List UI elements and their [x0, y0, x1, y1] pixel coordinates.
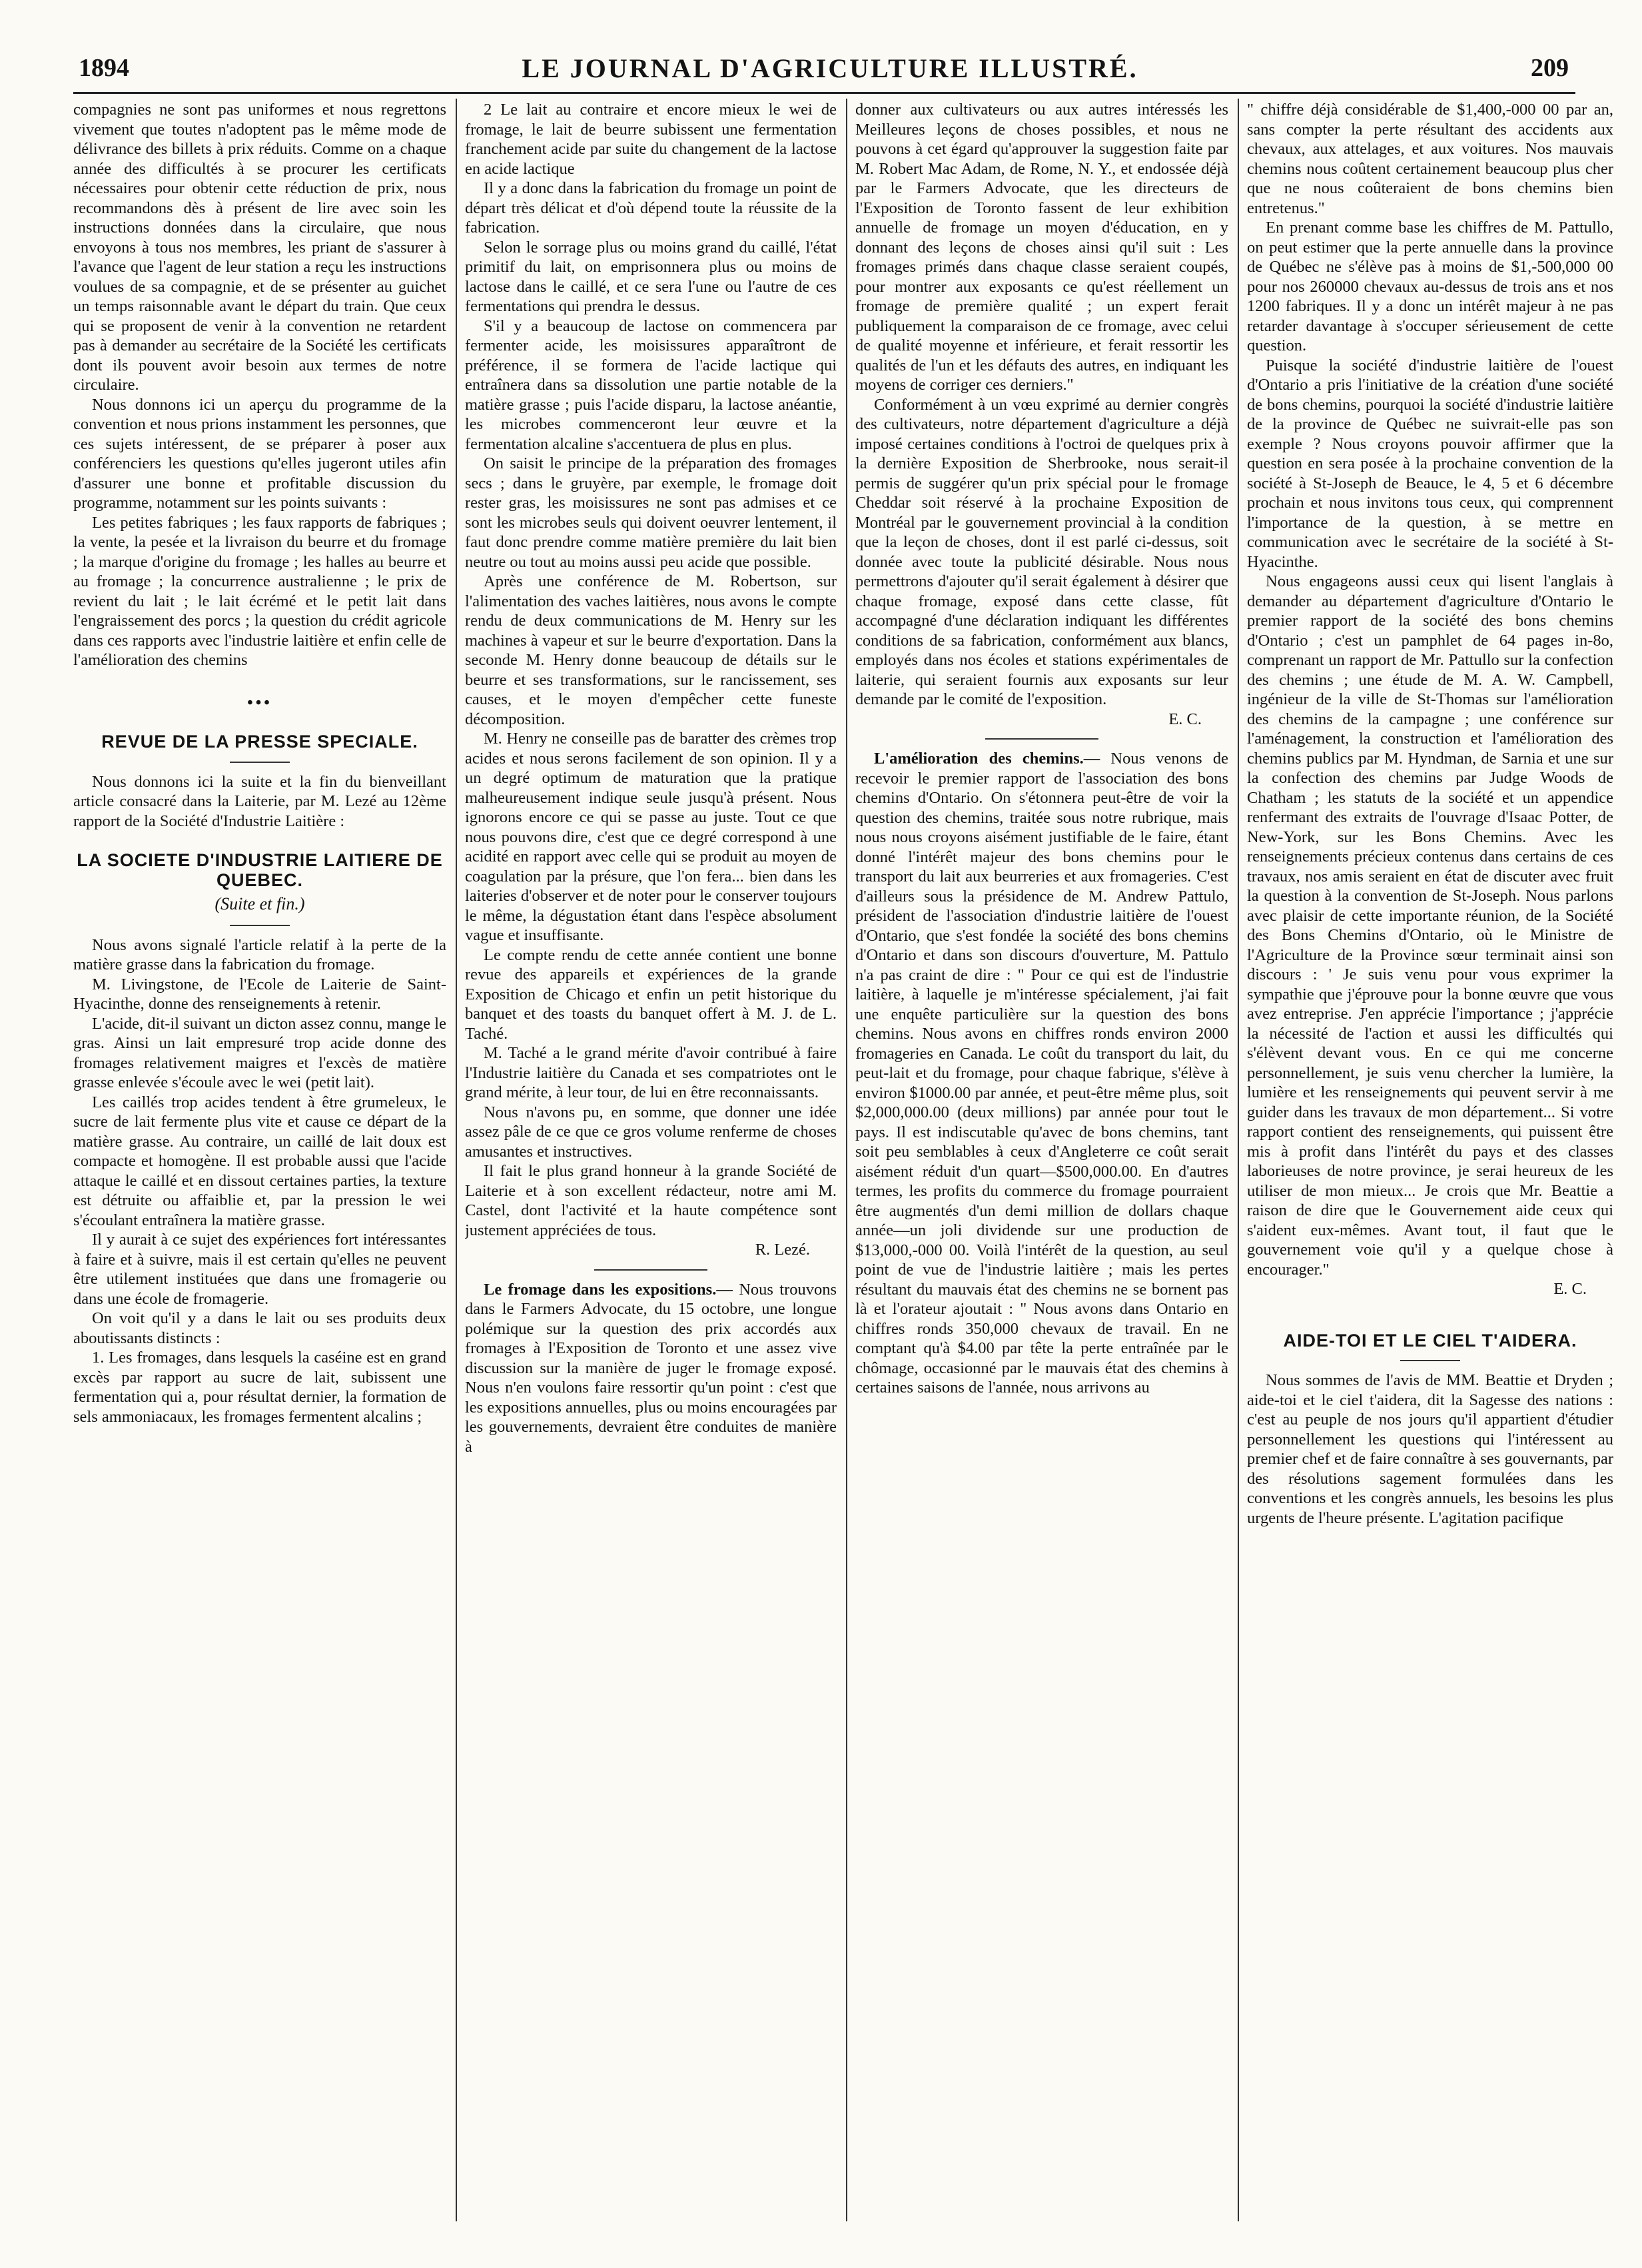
paragraph: 1. Les fromages, dans lesquels la caséine est en grand excès par rapport au sucre de lait, subissent une fermentation qui a, pour résultat dernier, la formation de sels ammoniacaux, les fromages fermentent alcalins ;: [73, 1349, 446, 1426]
header-year: 1894: [79, 54, 129, 82]
signature: R. Lezé.: [755, 1241, 810, 1259]
paragraph: [855, 749, 1228, 1398]
paragraph: Les caillés trop acides tendent à être grumeleux, le sucre de lait fermente plus vite et cause ce départ de la matière grasse. Au contraire, un caillé de lait doux est compacte et homogène. Il est probable aussi que l'acide attaque le caillé et en dissout certaines parties, la texture est détruite ou affaiblie et, par la pression le wei s'écoulant entraînera la matière grasse.: [73, 1093, 446, 1229]
paragraph: Nous engageons aussi ceux qui lisent l'anglais à demander au département d'agriculture d'Ontario le premier rapport de la société des bons chemins d'Ontario ; c'est un pamphlet de 64 pages in-8o, comprenant un rapport de Mr. Pattullo sur la confection des chemins ; une étude de M. A. W. Campbell, ingénieur de la ville de St-Thomas sur l'amélioration des chemins de la campagne ; une conférence sur l'aménagement, la construction et l'amélioration des chemins publics par M. Hyndman, de Sarnia et une sur la confection des chemins par Judge Woods de Chatham ; les statuts de la société et un appendice renfermant des extraits de l'ouvrage d'Isaac Potter, de New-York, sur les Bons Chemins. Avec les renseignements précieux contenus dans certains de ces travaux, nos amis seraient en état de discuter avec fruit la question à la convention de St-Joseph. Nous parlons avec plaisir de cette importante réunion, de la Société des Bons Chemins d'Ontario, où le Ministre de l'Agriculture de la Province sœur terminait ainsi son discours : ' Je suis venu pour vous exprimer la sympathie que j'éprouve pour la bonne œuvre que vous avez entreprise. J'en apprécie l'importance ; j'apprécie la nécessité de l'action et aussi les difficultés qui s'élèvent devant vous. En ce qui me concerne personnellement, je suis venu chercher la lumière, la lumière et les renseignements qui peuvent servir à me guider dans les travaux de mon département... Si votre rapport contient des renseignements, qui puissent être mis à profit dans l'intérêt du pays et des classes laborieuses de notre province, je serai heureux de les utiliser de mon mieux... Je crois que Mr. Beattie a raison de dire que le Gouvernement aide ceux qui s'aident eux-mêmes. Avant tout, il faut que le gouvernement voie qu'il y a quelque chose à encourager.": [1247, 572, 1613, 1279]
paragraph: compagnies ne sont pas uniformes et nous regrettons vivement que toutes n'adoptent pas le même mode de délivrance des billets à prix réduits. Comme on a chaque année des difficultés à se procurer les certificats nécessaires pour obtenir cette réduction de prix, nous recommandons dès à présent de lire avec soin les instructions données dans la circulaire, que nous envoyons à tous nos membres, les priant de s'assurer à l'avance que l'agent de leur station a reçu les instructions voulues de sa compagnie, et de se présenter au guichet un temps raisonnable avant le départ du train. Que ceux qui se proposent de venir à la convention ne retardent pas à demander au secrétaire de la Société les certificats dont ils pouvent avoir besoin aux termes de notre circulaire.: [73, 101, 446, 394]
signature: E. C.: [1168, 710, 1202, 728]
article-subheading: (Suite et fin.): [214, 894, 305, 913]
paragraph: donner aux cultivateurs ou aux autres intéressés les Meilleures leçons de choses possibles, et nous ne pouvons à cet égard qu'approuver la suggestion faite par M. Robert Mac Adam, de Rome, N. Y., et endossée déjà par le Farmers Advocate, que les directeurs de l'Exposition de Toronto fassent de leur exhibition annuelle de fromage un moyen d'éducation, en y donnant des leçons de choses ainsi qu'il suit : Les fromages primés dans chaque classe seraient coupés, pour montrer aux exposants ce qu'est réellement un fromage de première qualité ; un expert ferait publiquement la comparaison de ce fromage, avec celui de qualité moyenne et inférieure, et ferait ressortir les qualités de l'un et les défauts des autres, en indiquant les moyens de corriger ces derniers.": [855, 101, 1228, 394]
paragraph: Nous avons signalé l'article relatif à la perte de la matière grasse dans la fabrication du fromage.: [73, 935, 446, 973]
signature: E. C.: [1553, 1280, 1587, 1298]
paragraph: L'acide, dit-il suivant un dicton assez connu, mange le gras. Ainsi un lait empresuré trop acide donne des fromages relativement maigres et l'excès de matière grasse enlevée s'écoule avec le wei (petit lait).: [73, 1014, 446, 1091]
paragraph: Selon le sorrage plus ou moins grand du caillé, l'état primitif du lait, on emprisonnera plus ou moins de lactose dans le caillé, et ce sera l'une ou l'autre de ces fermentations qui prendra le dessus.: [465, 238, 837, 315]
article-heading: LA SOCIETE D'INDUSTRIE LAITIERE DE QUEBEC.: [77, 850, 443, 890]
section-heading: AIDE-TOI ET LE CIEL T'AIDERA.: [1283, 1330, 1577, 1351]
paragraph-body: Nous venons de recevoir le premier rapport de l'association des bons chemins d'Ontario. On s'étonnera peut-être de voir la question des chemins, traitée sous notre rubrique, mais nous nous croyons aisément justifiable de le faire, étant donné l'intérêt majeur des bons chemins pour le transport du lait aux beurreries et aux fromageries. C'est d'ailleurs sous la présidence de M. Andrew Pattulo, président de l'association d'industrie laitière de l'ouest d'Ontario, que s'est fondée la société des bons chemins d'Ontario et dans son discours d'ouverture, M. Pattulo n'a pas craint de dire : " Pour ce qui est de l'industrie laitière, à laquelle je m'intéresse spécialement, j'ai fait une enquête particulière sur la question des bons chemins. Nous avons en chiffres ronds environ 2000 fromageries en Canada. Le coût du transport du lait, du peut-lait et du fromage, pour chaque fabrique, s'élève à environ $1000.00 par année, et peut-être même plus, soit $2,000,000.00 (deux millions) par année pour tout le pays. Il est indiscutable qu'avec de bons chemins, tant soit peu semblables à ceux d'Angleterre ce coût serait aisément réduit d'un quart—$500,000.00. En d'autres termes, les profits du commerce du fromage pourraient être augmentés d'un demi million de dollars chaque année—un joli dividende sur une production de $13,000,-000 00. Voilà l'intérêt de la question, au seul point de vue de l'industrie laitière ; mais les pertes résultant du mauvais état des chemins ne se bornent pas là et l'orateur ajoutait : " Nous avons dans Ontario en chiffres ronds 350,000 chevaux de travail. En ne comptant qu'à $4.00 par tête la perte entraînée par le chômage, occasionné par le mauvais état des chemins à certaines saisons de l'année, nous arrivons au: [855, 750, 1228, 1397]
paragraph: M. Livingstone, de l'Ecole de Laiterie de Saint-Hyacinthe, donne des renseignements à retenir.: [73, 975, 446, 1013]
paragraph: Nous donnons ici un aperçu du programme de la convention et nous prions instamment les personnes, que ces sujets intéressent, de se préparer à poser aux conférenciers les questions qu'elles jugeront utiles afin d'assurer une bonne et profitable discussion du programme, notamment sur les points suivants :: [73, 395, 446, 512]
column-divider: [846, 99, 847, 2221]
column-1: [73, 100, 446, 2228]
paragraph: En prenant comme base les chiffres de M. Pattullo, on peut estimer que la perte annuelle dans la province de Québec ne s'élève pas à moins de $1,-500,000 00 pour nos 260000 chevaux au-dessus de trois ans et nos 1200 fabriques. Il y a donc un intérêt majeur à ne pas retarder davantage à s'occuper sérieusement de cette question.: [1247, 219, 1613, 354]
paragraph-title: L'amélioration des chemins.—: [874, 750, 1100, 768]
paragraph: Conformément à un vœu exprimé au dernier congrès des cultivateurs, notre département d'agriculture a déjà imposé certaines conditions à l'octroi de quelques prix à la dernière Exposition de Sherbrooke, nous serait-il permis de suggérer qu'un prix spécial pour le fromage Cheddar soit réservé à la prochaine Exposition de Montréal par le gouvernement provincial à la condition que la leçon de choses, dont il est parlé ci-dessus, soit donnée avec toute la publicité désirable. Nous nous permettrons d'ajouter qu'il serait également à désirer que chaque fromage, exposé dans cette classe, fût accompagné d'une déclaration indiquant les différentes conditions de sa fabrication, conformément aux blancs, employés dans nos écoles et stations expérimentales de laiterie, qui seraient fournis aux exposants sur leur demande par le comité de l'exposition.: [855, 395, 1228, 708]
paragraph: Puisque la société d'industrie laitière de l'ouest d'Ontario a pris l'initiative de la création d'une société de bons chemins, pourquoi la société d'industrie laitière de la province de Québec ne suivrait-elle pas son exemple ? Nous croyons pouvoir affirmer que la question en sera posée à la prochaine convention de la société à St-Joseph de Beauce, le 4, 5 et 6 décembre prochain et nous invitons tous ceux, qui comprennent l'importance de la question, à se mettre en communication avec le secrétaire de la société à St-Hyacinthe.: [1247, 356, 1613, 571]
paragraph: " chiffre déjà considérable de $1,400,-000 00 par an, sans compter la perte résultant des accidents aux chevaux, aux attelages, et aux voitures. Nos mauvais chemins nous coûtent certainement beaucoup plus cher que ne nous coûteraient de bons chemins bien entretenus.": [1247, 101, 1613, 217]
header-rule: [73, 92, 1575, 94]
short-rule: [230, 925, 290, 926]
paragraph: Il fait le plus grand honneur à la grande Société de Laiterie et à son excellent rédacteur, notre ami M. Castel, dont l'activité et la haute compétence sont justement appréciées de tous.: [465, 1162, 837, 1239]
column-3: [855, 100, 1228, 2228]
column-divider: [456, 99, 457, 2221]
paragraph: Nous donnons ici la suite et la fin du bienveillant article consacré dans la Laiterie, par M. Lezé au 12ème rapport de la Société d'Industrie Laitière :: [73, 772, 446, 830]
short-rule: [985, 738, 1098, 740]
paragraph: Nous n'avons pu, en somme, que donner une idée assez pâle de ce que ce gros volume renferme de choses amusantes et instructives.: [465, 1103, 837, 1161]
paragraph: On saisit le principe de la préparation des fromages secs ; dans le gruyère, par exemple, le fromage doit rester gras, les moisissures ne sont pas admises et ce sont les microbes seuls qui doivent oeuvrer lentement, il faut donc prendre comme matière première du lait bien neutre ou tout au moins aussi peu acide que possible.: [465, 454, 837, 571]
paragraph: [465, 1280, 837, 1457]
running-header: [79, 48, 1569, 88]
paragraph-title: Le fromage dans les expositions.—: [484, 1280, 733, 1299]
column-4: [1247, 100, 1613, 2228]
paragraph: 2 Le lait au contraire et encore mieux le wei de fromage, le lait de beurre subissent une fermentation franchement acide par suite du changement de la lactose en acide lactique: [465, 101, 837, 178]
paragraph: Après une conférence de M. Robertson, sur l'alimentation des vaches laitières, nous avons le compte rendu de deux communications de M. Henry sur les machines à vapeur et sur le beurre d'exportation. Dans la seconde M. Henry donne beaucoup de détails sur le beurre et ses transformations, sur le rancissement, ses causes, et le moyen d'empêcher cette funeste décomposition.: [465, 572, 837, 728]
page-number: 209: [1530, 54, 1569, 82]
short-rule: [594, 1269, 707, 1271]
short-rule: [1400, 1360, 1460, 1361]
paragraph-body: Nous trouvons dans le Farmers Advocate, du 15 octobre, une longue polémique sur la question des prix accordés aux fromages à l'Exposition de Toronto et une assez vive discussion sur la manière de juger le fromage exposé. Nous n'en voulons faire ressortir qu'un point : c'est que les expositions annuelles, plus ou moins encouragées par les gouvernements, devraient être conduites de manière à: [465, 1280, 837, 1456]
section-heading: REVUE DE LA PRESSE SPECIALE.: [101, 732, 418, 752]
column-2: [465, 100, 837, 2228]
paragraph: Le compte rendu de cette année contient une bonne revue des appareils et expériences de la grande Exposition de Chicago et enfin un petit historique du banquet et des toasts du banquet offert à M. J. de L. Taché.: [465, 945, 837, 1043]
paragraph: Il y a donc dans la fabrication du fromage un point de départ très délicat et d'où dépend toute la réussite de la fabrication.: [465, 179, 837, 237]
paragraph: Nous sommes de l'avis de MM. Beattie et Dryden ; aide-toi et le ciel t'aidera, dit la Sagesse des nations : c'est au peuple de nos jours qu'il appartient d'étudier personnellement les questions qui l'intéressent au premier chef et de faire connaître à ses gouvernants, par des résolutions sagement formulées dans les conventions et les congrès annuels, les besoins les plus urgents de l'heure présente. L'agitation pacifique: [1247, 1371, 1613, 1527]
paragraph: M. Taché a le grand mérite d'avoir contribué à faire l'Industrie laitière du Canada et ses compatriotes ont le grand mérite, à leur tour, de lui en être reconnaissants.: [465, 1044, 837, 1101]
paragraph: On voit qu'il y a dans le lait ou ses produits deux aboutissants distincts :: [73, 1309, 446, 1347]
journal-title: LE JOURNAL D'AGRICULTURE ILLUSTRÉ.: [522, 53, 1138, 83]
short-rule: [230, 762, 290, 763]
paragraph: M. Henry ne conseille pas de baratter des crèmes trop acides et nous serons facilement de son opinion. Il y a un degré optimum de maturation que la pratique malheureusement indique seule jusqu'à présent. Nous ignorons encore ce qui se passe au juste. Tout ce que nous pouvons dire, c'est que ce degré correspond à une acidité en rapport avec celle qui se produit au moyen de coagulation par la présure, que l'on fera... bien dans les laiteries d'observer et de noter pour le conserver toujours le même, la dégustation étant dans l'espèce absolument vague et insuffisante.: [465, 730, 837, 944]
paragraph: Les petites fabriques ; les faux rapports de fabriques ; la vente, la pesée et la livraison du beurre et du fromage ; la marque d'origine du fromage ; les halles au beurre et au fromage ; la concurrence australienne ; le prix de revient du lait ; le lait écrémé et le petit lait dans l'engraissement des porcs ; la question du crédit agricole dans ces rapports avec l'industrie laitière et enfin celle de l'amélioration des chemins: [73, 513, 446, 669]
paragraph: S'il y a beaucoup de lactose on commencera par fermenter acide, les moisissures apparaîtront de préférence, il se formera de l'acide lactique qui entraînera dans sa dissolution une partie notable de la matière grasse ; puis l'acide disparu, la lactose anéantie, les microbes commenceront leur œuvre et la fermentation alcaline s'accentuera de plus en plus.: [465, 316, 837, 453]
section-divider: •••: [247, 693, 272, 712]
column-divider: [1238, 99, 1239, 2221]
paragraph: Il y aurait à ce sujet des expériences fort intéressantes à faire et à suivre, mais il est certain qu'elles ne peuvent être utilement instituées que dans une fromagerie ou dans une école de fromagerie.: [73, 1231, 446, 1308]
spacer: [1247, 1299, 1613, 1322]
